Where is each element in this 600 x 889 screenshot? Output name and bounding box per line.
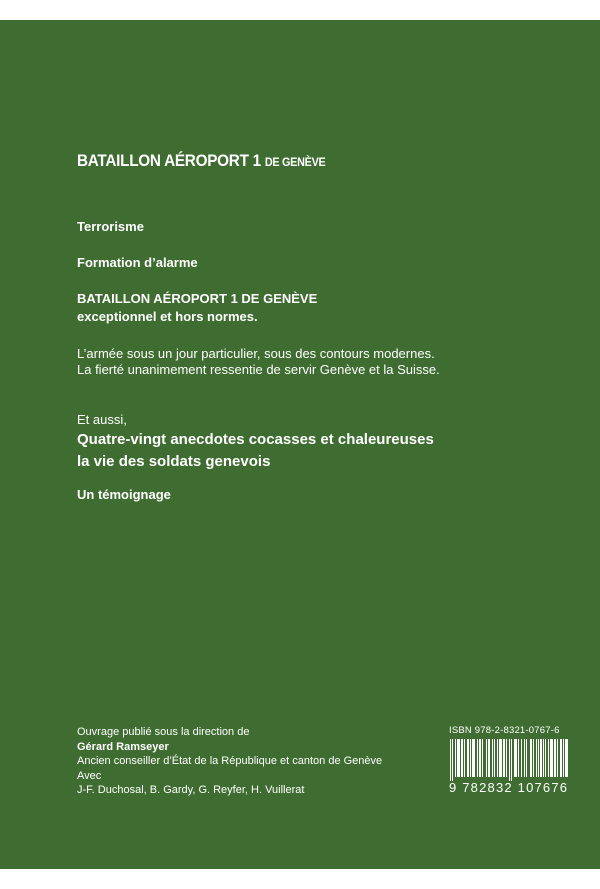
barcode-stripe [479,739,481,777]
barcode-stripe [467,739,469,777]
barcode-stripe [514,739,517,777]
barcode-stripe [452,739,453,781]
barcode-stripe [545,739,546,777]
credits-author: Gérard Ramseyer [77,740,169,753]
barcode-stripe [565,739,568,777]
barcode-stripe [543,739,544,777]
barcode-stripe [506,739,507,777]
title-suffix: DE GENÈVE [264,155,326,169]
heading-terrorisme: Terrorisme [77,219,144,234]
anecdotes-line-1: Quatre-vingt anecdotes cocasses et chaleureuses [77,431,434,448]
barcode-stripe [521,739,522,777]
barcode-stripe [548,739,549,777]
barcode-stripe [455,739,456,777]
barcode-stripe [499,739,502,777]
barcode-stripe [477,739,478,777]
barcode-stripe [482,739,483,777]
barcode-stripe [488,739,490,777]
barcode-stripe [511,739,512,781]
title-main: BATAILLON AÉROPORT 1 [77,151,261,170]
credits-line-4: Avec [77,769,102,782]
isbn-block [449,725,571,805]
bataillon-subtitle: exceptionnel et hors normes. [77,309,258,324]
barcode-stripe [492,739,493,777]
barcode-stripe [494,739,495,777]
anecdotes-line-2: la vie des soldats genevois [77,453,271,470]
barcode-stripe [550,739,553,777]
temoignage: Un témoignage [77,487,171,502]
barcode-stripe [518,739,519,777]
barcode-stripe [470,739,471,777]
armee-line-1: L’armée sous un jour particulier, sous des contours modernes. [77,346,435,361]
barcode-stripe [554,739,556,777]
barcode-stripe [524,739,525,777]
barcode-stripe [497,739,498,777]
barcode-stripe [503,739,505,777]
heading-bataillon: BATAILLON AÉROPORT 1 DE GENÈVE [77,291,318,306]
barcode-stripe [457,739,460,777]
heading-formation: Formation d’alarme [77,255,198,270]
barcode-stripe [540,739,542,777]
barcode-stripe [557,739,558,777]
armee-line-2: La fierté unanimement ressentie de servir Genève et la Suisse. [77,362,440,377]
barcode-stripe [464,739,465,777]
credits [77,725,382,798]
isbn-digits: 9 782832 107676 [449,780,569,795]
barcode-stripe [461,739,463,777]
credits-line-1: Ouvrage publié sous la direction de [77,726,250,738]
barcode [449,739,571,781]
back-cover [0,20,600,869]
et-aussi: Et aussi, [77,412,127,427]
barcode-stripe [560,739,562,777]
barcode-stripe [486,739,487,777]
barcode-stripe [472,739,475,777]
credits-line-3: Ancien conseiller d’État de la République et canton de Genève [77,755,383,767]
credits-line-5: J-F. Duchosal, B. Gardy, G. Reyfer, H. Vuillerat [77,784,305,796]
barcode-stripe [450,739,451,781]
barcode-stripe [563,739,564,777]
barcode-stripe [526,739,527,777]
cover-title [77,151,325,171]
barcode-stripe [536,739,537,777]
barcode-stripe [509,739,510,781]
barcode-stripe [538,739,539,777]
isbn-label: ISBN 978-2-8321-0767-6 [449,725,560,736]
barcode-stripe [533,739,534,777]
barcode-stripe [530,739,532,777]
